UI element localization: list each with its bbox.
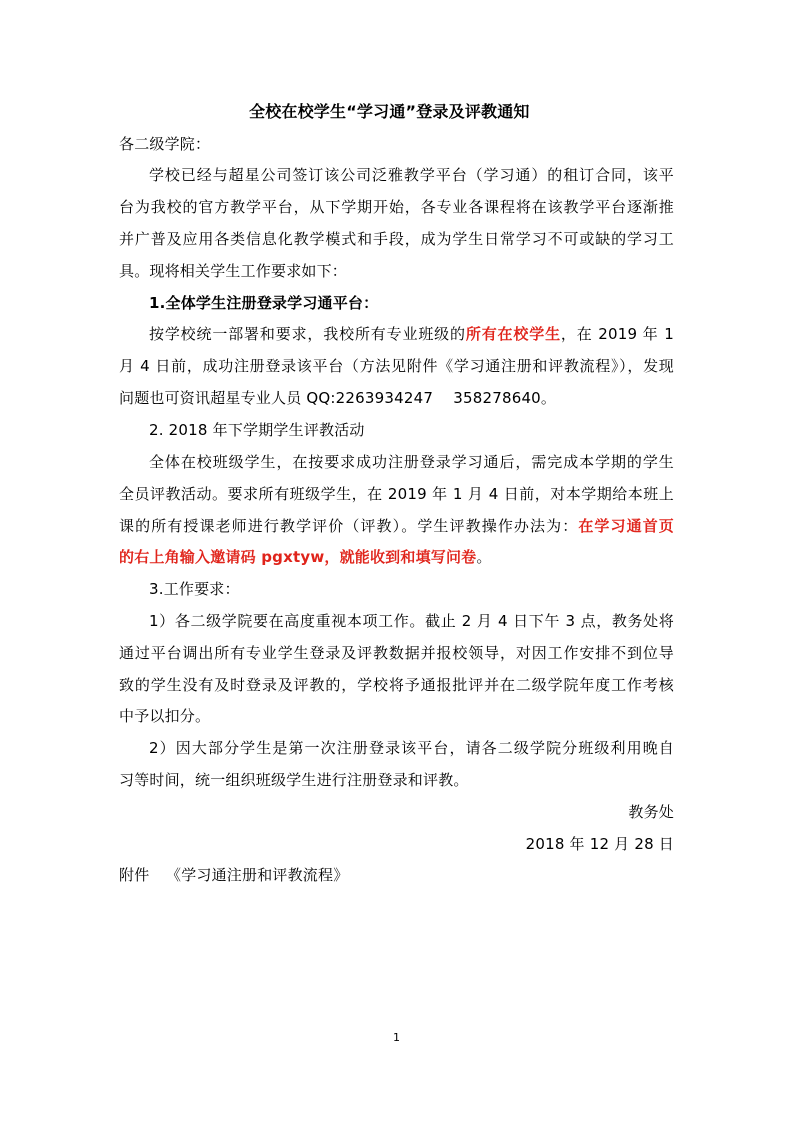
- section-1-line-1-post: ，在 2019 年 1: [560, 325, 674, 343]
- intro-line-2: 台为我校的官方教学平台，从下学期开始，各专业各课程将在该教学平台逐渐推: [119, 198, 674, 216]
- section-3-item-1-line-4: 中予以扣分。: [119, 707, 211, 725]
- section-2-line-1: 全体在校班级学生，在按要求成功注册登录学习通后，需完成本学期的学生: [149, 453, 674, 471]
- intro-line-4: 具。现将相关学生工作要求如下：: [119, 262, 348, 280]
- section-3-item-2-line-1: 2）因大部分学生是第一次注册登录该平台，请各二级学院分班级利用晚自: [149, 739, 674, 757]
- section-1-line-2: 月 4 日前，成功注册登录该平台（方法见附件《学习通注册和评教流程》），发现: [119, 357, 674, 375]
- section-1-line-1: [149, 324, 674, 344]
- section-3-heading: 3.工作要求：: [149, 580, 240, 598]
- section-3-item-1-line-1: 1）各二级学院要在高度重视本项工作。截止 2 月 4 日下午 3 点，教务处将: [149, 612, 674, 630]
- section-2-highlight-1: 在学习通首页: [578, 517, 674, 535]
- section-1-heading: 1.全体学生注册登录学习通平台：: [149, 294, 379, 312]
- section-2-highlight-2: 的右上角输入邀请码 pgxtyw，就能收到和填写问卷: [119, 548, 477, 566]
- section-2-line-4-post: 。: [476, 548, 492, 566]
- attachment-name: 《学习通注册和评教流程》: [166, 866, 349, 884]
- signature-office: 教务处: [628, 803, 674, 821]
- section-3-item-1-line-3: 致的学生没有及时登录及评教的，学校将予通报批评并在二级学院年度工作考核: [119, 676, 674, 694]
- section-3-item-2-line-2: 习等时间，统一组织班级学生进行注册登录和评教。: [119, 771, 469, 789]
- section-1-line-3: 问题也可资讯超星专业人员 QQ:2263934247 358278640。: [119, 389, 557, 407]
- section-2-line-4: [119, 547, 492, 567]
- section-3-item-1-line-2: 通过平台调出所有专业学生登录及评教数据并报校领导，对因工作安排不到位导: [119, 644, 674, 662]
- page-number: 1: [393, 1031, 400, 1044]
- signature-date: 2018 年 12 月 28 日: [525, 835, 674, 853]
- section-2-line-3-pre: 课的所有授课老师进行教学评价（评教）。学生评教操作办法为：: [119, 517, 579, 535]
- section-1-line-1-pre: 按学校统一部署和要求，我校所有专业班级的: [149, 325, 466, 343]
- section-1-highlight: 所有在校学生: [465, 325, 561, 343]
- attachment-label: 附件: [119, 866, 150, 884]
- section-2-heading: 2. 2018 年下学期学生评教活动: [149, 421, 365, 439]
- section-2-line-3: [119, 516, 674, 536]
- document-title: 全校在校学生“学习通”登录及评教通知: [249, 102, 530, 121]
- salutation: 各二级学院：: [119, 135, 211, 153]
- section-2-line-2: 全员评教活动。要求所有班级学生，在 2019 年 1 月 4 日前，对本学期给本班上: [119, 485, 674, 503]
- intro-line-1: 学校已经与超星公司签订该公司泛雅教学平台（学习通）的租订合同，该平: [149, 166, 674, 184]
- intro-line-3: 并广普及应用各类信息化教学模式和手段，成为学生日常学习不可或缺的学习工: [119, 230, 674, 248]
